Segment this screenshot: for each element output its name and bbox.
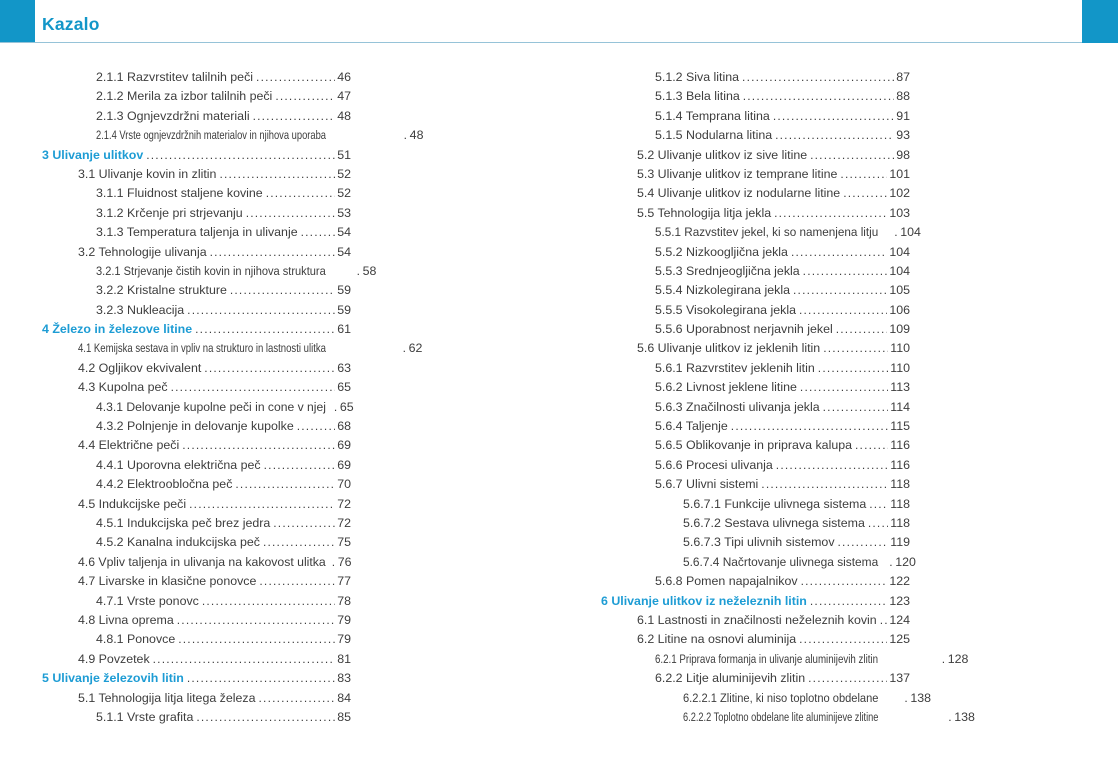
toc-entry[interactable] <box>601 262 910 281</box>
toc-entry[interactable] <box>42 630 351 649</box>
dot-leader <box>818 359 888 378</box>
toc-entry[interactable] <box>42 320 351 339</box>
toc-entry-page: 59 <box>337 302 351 317</box>
toc-entry-label: 5.4 Ulivanje ulitkov iz nodularne litine <box>637 186 841 201</box>
toc-entry-page: 102 <box>889 186 910 201</box>
toc-entry-page: 104 <box>900 225 921 240</box>
toc-entry[interactable] <box>42 223 351 242</box>
dot-leader <box>403 339 407 358</box>
toc-entry-page: 116 <box>890 457 910 472</box>
toc-entry[interactable] <box>601 611 910 630</box>
dot-leader <box>334 398 338 417</box>
toc-entry-label: 5.2 Ulivanje ulitkov iz sive litine <box>637 147 808 162</box>
dot-leader <box>855 436 888 455</box>
toc-entry-label: 4.8.1 Ponovce <box>96 632 176 647</box>
toc-entry-label: 4.7 Livarske in klasične ponovce <box>78 574 257 589</box>
toc-entry-page: 77 <box>337 574 351 589</box>
dot-leader <box>801 572 888 591</box>
toc-entry-label: 4.3.1 Delovanje kupolne peči in cone v njej <box>96 399 326 414</box>
page-title: Kazalo <box>42 14 100 34</box>
dot-leader <box>799 301 887 320</box>
toc-entry-label: 4.6 Vpliv taljenja in ulivanja na kakovost ulitka <box>78 554 326 569</box>
dot-leader <box>743 87 894 106</box>
toc-entry-page: 53 <box>337 205 351 220</box>
dot-leader <box>869 495 888 514</box>
toc-entry[interactable] <box>601 689 932 708</box>
dot-leader <box>810 146 894 165</box>
toc-entry[interactable] <box>601 87 910 106</box>
dot-leader <box>275 87 335 106</box>
toc-entry-page: 116 <box>890 438 910 453</box>
toc-entry[interactable] <box>601 378 910 397</box>
dot-leader <box>301 223 336 242</box>
toc-entry[interactable] <box>42 165 351 184</box>
dot-leader <box>246 204 336 223</box>
dot-leader <box>195 320 335 339</box>
toc-entry-page: 115 <box>890 419 910 434</box>
toc-entry-page: 106 <box>889 302 910 317</box>
toc-entry[interactable] <box>601 436 910 455</box>
toc-entry-label: 2.1.1 Razvrstitev talilnih peči <box>96 70 254 84</box>
dot-leader <box>942 650 946 669</box>
toc-entry-label: 3.2.3 Nukleacija <box>96 302 185 317</box>
toc-entry[interactable] <box>601 339 910 358</box>
toc-entry[interactable] <box>601 165 910 184</box>
toc-entry-label: 5.6.4 Taljenje <box>655 419 728 434</box>
dot-leader <box>259 689 336 708</box>
toc-entry-label: 3.2 Tehnologije ulivanja <box>78 244 207 259</box>
toc-entry-page: 88 <box>896 89 910 104</box>
header-rule <box>0 42 1082 44</box>
toc-entry[interactable] <box>601 320 910 339</box>
toc-entry[interactable] <box>42 475 351 494</box>
toc-entry[interactable] <box>42 553 351 572</box>
toc-entry-label: 4.7.1 Vrste ponovc <box>96 593 199 608</box>
toc-entry[interactable] <box>601 592 910 611</box>
toc-entry[interactable] <box>601 495 910 514</box>
toc-entry-page: 109 <box>889 322 910 337</box>
toc-entry-page: 69 <box>337 457 351 472</box>
dot-leader <box>266 184 336 203</box>
toc-entry[interactable] <box>42 204 351 223</box>
toc-entry-label: 3.1.3 Temperatura taljenja in ulivanje <box>96 225 298 240</box>
toc-entry-page: 69 <box>337 438 351 453</box>
toc-entry-page: 120 <box>895 554 916 569</box>
toc-entry-page: 83 <box>337 671 351 686</box>
toc-entry[interactable] <box>42 592 351 611</box>
toc-entry-page: 114 <box>890 399 910 414</box>
toc-entry-label: 4.5.2 Kanalna indukcijska peč <box>96 535 260 550</box>
toc-entry-label: 5.5.1 Razvstitev jekel, ki so namenjena litju <box>655 225 879 240</box>
toc-entry[interactable] <box>42 436 351 455</box>
toc-entry-page: 52 <box>337 166 351 181</box>
dot-leader <box>230 281 335 300</box>
toc-entry-page: 93 <box>896 128 910 143</box>
toc-entry[interactable] <box>42 533 351 552</box>
dot-leader <box>843 184 887 203</box>
dot-leader <box>838 533 889 552</box>
dot-leader <box>297 417 335 436</box>
dot-leader <box>793 281 887 300</box>
toc-entry-label: 5.6.7.3 Tipi ulivnih sistemov <box>683 535 835 550</box>
toc-entry[interactable] <box>601 630 910 649</box>
toc-entry-label: 5.1 Tehnologija litja litega železa <box>78 690 256 705</box>
toc-entry-label: 5.5.2 Nizkoogljična jekla <box>655 244 788 259</box>
toc-entry-label: 2.1.3 Ognjevzdržni materiali <box>96 108 250 123</box>
toc-entry-page: 104 <box>889 263 910 278</box>
toc-entry-page: 72 <box>337 515 351 530</box>
toc-entry-page: 78 <box>337 593 351 608</box>
toc-entry-label: 4.3.2 Polnjenje in delovanje kupolke <box>96 419 294 434</box>
toc-entry-label: 5.5.5 Visokolegirana jekla <box>655 302 796 317</box>
dot-leader <box>904 689 908 708</box>
dot-leader <box>761 475 888 494</box>
toc-entry-page: 138 <box>910 690 932 705</box>
toc-entry-page: 76 <box>337 554 352 569</box>
toc-entry-label: 5.6 Ulivanje ulitkov iz jeklenih litin <box>637 341 821 356</box>
dot-leader <box>742 68 894 87</box>
toc-entry-label: 6.2.2 Litje aluminijevih zlitin <box>655 671 806 686</box>
toc-entry-label: 4.5.1 Indukcijska peč brez jedra <box>96 515 271 530</box>
toc-entry-label: 5.6.7.4 Načrtovanje ulivnega sistema <box>683 554 879 569</box>
dot-leader <box>894 223 898 242</box>
toc-entry[interactable] <box>42 456 351 475</box>
toc-entry-label: 4.3 Kupolna peč <box>78 380 168 395</box>
toc-entry[interactable] <box>601 417 910 436</box>
toc-entry-page: 61 <box>337 322 351 337</box>
toc-entry[interactable] <box>601 456 910 475</box>
toc-entry-label: 4 Železo in železove litine <box>42 322 193 337</box>
toc-entry-page: 103 <box>889 205 910 220</box>
dot-leader <box>182 436 335 455</box>
toc-entry-page: 59 <box>337 283 351 298</box>
dot-leader <box>823 339 888 358</box>
toc-entry[interactable] <box>42 611 351 630</box>
toc-entry-page: 124 <box>889 612 910 627</box>
toc-entry[interactable] <box>42 495 351 514</box>
dot-leader <box>731 417 888 436</box>
toc-entry-page: 79 <box>337 632 351 647</box>
toc-entry-page: 65 <box>339 399 354 414</box>
toc-entry-page: 101 <box>889 166 910 181</box>
toc-entry-label: 5.6.6 Procesi ulivanja <box>655 457 773 472</box>
toc-entry-label: 5.6.7.2 Sestava ulivnega sistema <box>683 515 865 530</box>
toc-entry-page: 54 <box>337 225 351 240</box>
toc-entry-label: 4.4 Električne peči <box>78 438 180 453</box>
dot-leader <box>775 126 894 145</box>
toc-entry-page: 84 <box>337 690 351 705</box>
dot-leader <box>202 592 335 611</box>
dot-leader <box>219 165 335 184</box>
toc-entry-label: 6.2.1 Priprava formanja in ulivanje aluminijevih zlitin <box>655 651 879 666</box>
dot-leader <box>253 107 336 126</box>
toc-column-left <box>42 68 424 727</box>
toc-entry-page: 125 <box>889 632 910 647</box>
toc-entry-page: 47 <box>337 89 351 104</box>
toc-entry[interactable] <box>42 514 351 533</box>
dot-leader <box>171 378 336 397</box>
toc-entry-label: 5.6.8 Pomen napajalnikov <box>655 574 798 589</box>
dot-leader <box>263 533 335 552</box>
toc-entry[interactable] <box>601 708 975 727</box>
dot-leader <box>810 592 887 611</box>
dot-leader <box>948 708 952 727</box>
toc-entry-page: 65 <box>337 380 351 395</box>
toc-entry-page: 113 <box>890 380 910 395</box>
header-corner-left-block <box>0 0 35 43</box>
toc-entry-label: 5.6.1 Razvrstitev jeklenih litin <box>655 360 815 375</box>
toc-entry-label: 4.1 Kemijska sestava in vpliv na strukturo in lastnosti ulitka <box>78 341 326 356</box>
toc-entry-page: 119 <box>890 535 910 550</box>
toc-entry-label: 3 Ulivanje ulitkov <box>42 147 144 162</box>
toc-entry[interactable] <box>601 475 910 494</box>
toc-entry-page: 81 <box>337 651 351 666</box>
toc-entry-page: 91 <box>896 108 910 123</box>
dot-leader <box>868 514 888 533</box>
dot-leader <box>404 126 408 145</box>
dot-leader <box>774 204 887 223</box>
dot-leader <box>808 669 887 688</box>
dot-leader <box>187 669 335 688</box>
toc-entry-label: 4.2 Ogljikov ekvivalent <box>78 360 202 375</box>
toc-entry[interactable] <box>42 708 351 727</box>
toc-entry-label: 5.6.7.1 Funkcije ulivnega sistema <box>683 496 867 511</box>
toc-entry-page: 85 <box>337 709 351 724</box>
toc-entry-label: 5.1.5 Nodularna litina <box>655 128 773 143</box>
dot-leader <box>196 708 335 727</box>
toc-entry[interactable] <box>601 301 910 320</box>
dot-leader <box>235 475 335 494</box>
toc-entry-page: 52 <box>337 186 351 201</box>
toc-entry-page: 54 <box>337 244 351 259</box>
toc-entry-label: 4.4.1 Uporovna električna peč <box>96 457 261 472</box>
toc-entry-label: 4.8 Livna oprema <box>78 612 174 627</box>
toc-entry-label: 5.1.3 Bela litina <box>655 89 740 104</box>
toc-entry-label: 5.1.4 Temprana litina <box>655 108 770 123</box>
dot-leader <box>273 514 335 533</box>
toc-entry[interactable] <box>42 243 351 262</box>
toc-entry[interactable] <box>42 126 424 145</box>
toc-entry-page: 137 <box>889 671 910 686</box>
toc-entry[interactable] <box>601 107 910 126</box>
toc-entry-label: 2.1.2 Merila za izbor talilnih peči <box>96 89 273 104</box>
toc-entry[interactable] <box>601 243 910 262</box>
toc-entry-page: 118 <box>890 496 910 511</box>
toc-entry-label: 5.5.3 Srednjeogljična jekla <box>655 263 800 278</box>
toc-entry-page: 79 <box>337 612 351 627</box>
dot-leader <box>823 398 889 417</box>
toc-entry[interactable] <box>601 68 910 87</box>
toc-entry-page: 123 <box>889 593 910 608</box>
dot-leader <box>210 243 336 262</box>
toc-entry-label: 5.1.2 Siva litina <box>655 70 740 84</box>
toc-entry-page: 51 <box>337 147 351 162</box>
toc-entry[interactable] <box>601 359 910 378</box>
toc-entry-label: 5.5 Tehnologija litja jekla <box>637 205 772 220</box>
toc-entry-label: 4.4.2 Elektroobločna peč <box>96 477 233 492</box>
dot-leader <box>256 68 335 87</box>
toc-entry-page: 48 <box>409 128 424 143</box>
toc-entry[interactable] <box>601 650 969 669</box>
toc-entry-page: 75 <box>337 535 351 550</box>
toc-entry[interactable] <box>42 417 351 436</box>
toc-entry-page: 110 <box>890 360 910 375</box>
toc-entry[interactable] <box>601 126 910 145</box>
toc-entry-label: 3.1.2 Krčenje pri strjevanju <box>96 205 243 220</box>
toc-entry[interactable] <box>42 107 351 126</box>
dot-leader <box>880 611 888 630</box>
toc-entry-page: 46 <box>337 70 351 84</box>
dot-leader <box>259 572 335 591</box>
toc-entry[interactable] <box>42 650 351 669</box>
dot-leader <box>803 262 888 281</box>
toc-entry[interactable] <box>42 398 354 417</box>
toc-entry-page: 70 <box>337 477 351 492</box>
toc-entry-label: 5.6.2 Livnost jeklene litine <box>655 380 797 395</box>
toc-entry-label: 6 Ulivanje ulitkov iz neželeznih litin <box>601 593 807 608</box>
toc-entry[interactable] <box>42 281 351 300</box>
toc-entry[interactable] <box>601 572 910 591</box>
dot-leader <box>840 165 887 184</box>
toc-entry[interactable] <box>601 184 910 203</box>
toc-entry-page: 105 <box>889 283 910 298</box>
toc-entry-label: 3.2.1 Strjevanje čistih kovin in njihova struktura <box>96 263 326 278</box>
toc-entry-label: 5.3 Ulivanje ulitkov iz temprane litine <box>637 166 838 181</box>
toc-entry[interactable] <box>601 281 910 300</box>
toc-entry-label: 5 Ulivanje železovih litin <box>42 671 184 686</box>
toc-entry-label: 6.2.2.1 Zlitine, ki niso toplotno obdelane <box>683 690 879 705</box>
dot-leader <box>776 456 888 475</box>
toc-entry-page: 87 <box>896 70 910 84</box>
toc-entry-page: 68 <box>337 419 351 434</box>
toc-entry[interactable] <box>42 301 351 320</box>
toc-entry-label: 6.2 Litine na osnovi aluminija <box>637 632 797 647</box>
toc-entry[interactable] <box>42 359 351 378</box>
toc-entry[interactable] <box>601 669 910 688</box>
toc-entry-page: 138 <box>954 709 975 724</box>
toc-entry[interactable] <box>42 669 351 688</box>
toc-entry-label: 3.2.2 Kristalne strukture <box>96 283 227 298</box>
toc-entry[interactable] <box>42 146 351 165</box>
dot-leader <box>773 107 894 126</box>
toc-entry-label: 5.1.1 Vrste grafita <box>96 709 194 724</box>
toc-entry[interactable] <box>601 553 916 572</box>
dot-leader <box>800 378 888 397</box>
toc-entry-label: 2.1.4 Vrste ognjevzdržnih materialov in njihova uporaba <box>96 128 326 143</box>
dot-leader <box>836 320 888 339</box>
dot-leader <box>204 359 335 378</box>
toc-entry-page: 118 <box>890 515 910 530</box>
dot-leader <box>146 146 335 165</box>
toc-entry-page: 63 <box>337 360 351 375</box>
toc-entry[interactable] <box>601 533 910 552</box>
dot-leader <box>357 262 361 281</box>
toc-entry-label: 3.1.1 Fluidnost staljene kovine <box>96 186 263 201</box>
toc-entry-label: 5.6.3 Značilnosti ulivanja jekla <box>655 399 820 414</box>
toc-entry-page: 98 <box>896 147 910 162</box>
dot-leader <box>153 650 336 669</box>
toc-entry-page: 110 <box>890 341 910 356</box>
toc-entry[interactable] <box>42 339 423 358</box>
toc-entry-label: 3.1 Ulivanje kovin in zlitin <box>78 166 217 181</box>
toc-entry-label: 4.9 Povzetek <box>78 651 150 666</box>
toc-entry-label: 5.5.6 Uporabnost nerjavnih jekel <box>655 322 833 337</box>
toc-entry-page: 72 <box>337 496 351 511</box>
toc-entry-page: 62 <box>408 341 423 356</box>
toc-entry-page: 104 <box>889 244 910 259</box>
toc-entry-page: 122 <box>889 574 910 589</box>
dot-leader <box>187 301 335 320</box>
toc-entry-page: 58 <box>362 263 377 278</box>
toc-column-right <box>601 68 975 727</box>
toc-entry[interactable] <box>42 87 351 106</box>
dot-leader <box>264 456 336 475</box>
dot-leader <box>799 630 887 649</box>
toc-entry[interactable] <box>42 262 377 281</box>
toc-entry-label: 4.5 Indukcijske peči <box>78 496 187 511</box>
toc-entry[interactable] <box>42 572 351 591</box>
toc-entry[interactable] <box>42 689 351 708</box>
toc-entry[interactable] <box>601 146 910 165</box>
toc-entry[interactable] <box>42 68 351 87</box>
dot-leader <box>178 630 335 649</box>
header-corner-right-block <box>1082 0 1118 43</box>
toc-entry-page: 48 <box>337 108 351 123</box>
toc-entry-label: 5.6.5 Oblikovanje in priprava kalupa <box>655 438 852 453</box>
toc-entry[interactable] <box>42 378 351 397</box>
toc-entry[interactable] <box>601 223 921 242</box>
toc-entry[interactable] <box>601 204 910 223</box>
dot-leader <box>189 495 335 514</box>
toc-entry-page: 128 <box>947 651 969 666</box>
toc-entry-label: 5.5.4 Nizkolegirana jekla <box>655 283 790 298</box>
toc-entry[interactable] <box>42 184 351 203</box>
toc-entry-label: 5.6.7 Ulivni sistemi <box>655 477 759 492</box>
toc-entry[interactable] <box>601 514 910 533</box>
toc-entry-label: 6.1 Lastnosti in značilnosti neželeznih kovin <box>637 612 877 627</box>
dot-leader <box>889 553 893 572</box>
toc-entry-page: 118 <box>890 477 910 492</box>
dot-leader <box>332 553 336 572</box>
toc-entry-label: 6.2.2.2 Toplotno obdelane lite aluminijeve zlitine <box>683 709 879 724</box>
dot-leader <box>791 243 887 262</box>
toc-entry[interactable] <box>601 398 910 417</box>
dot-leader <box>177 611 335 630</box>
